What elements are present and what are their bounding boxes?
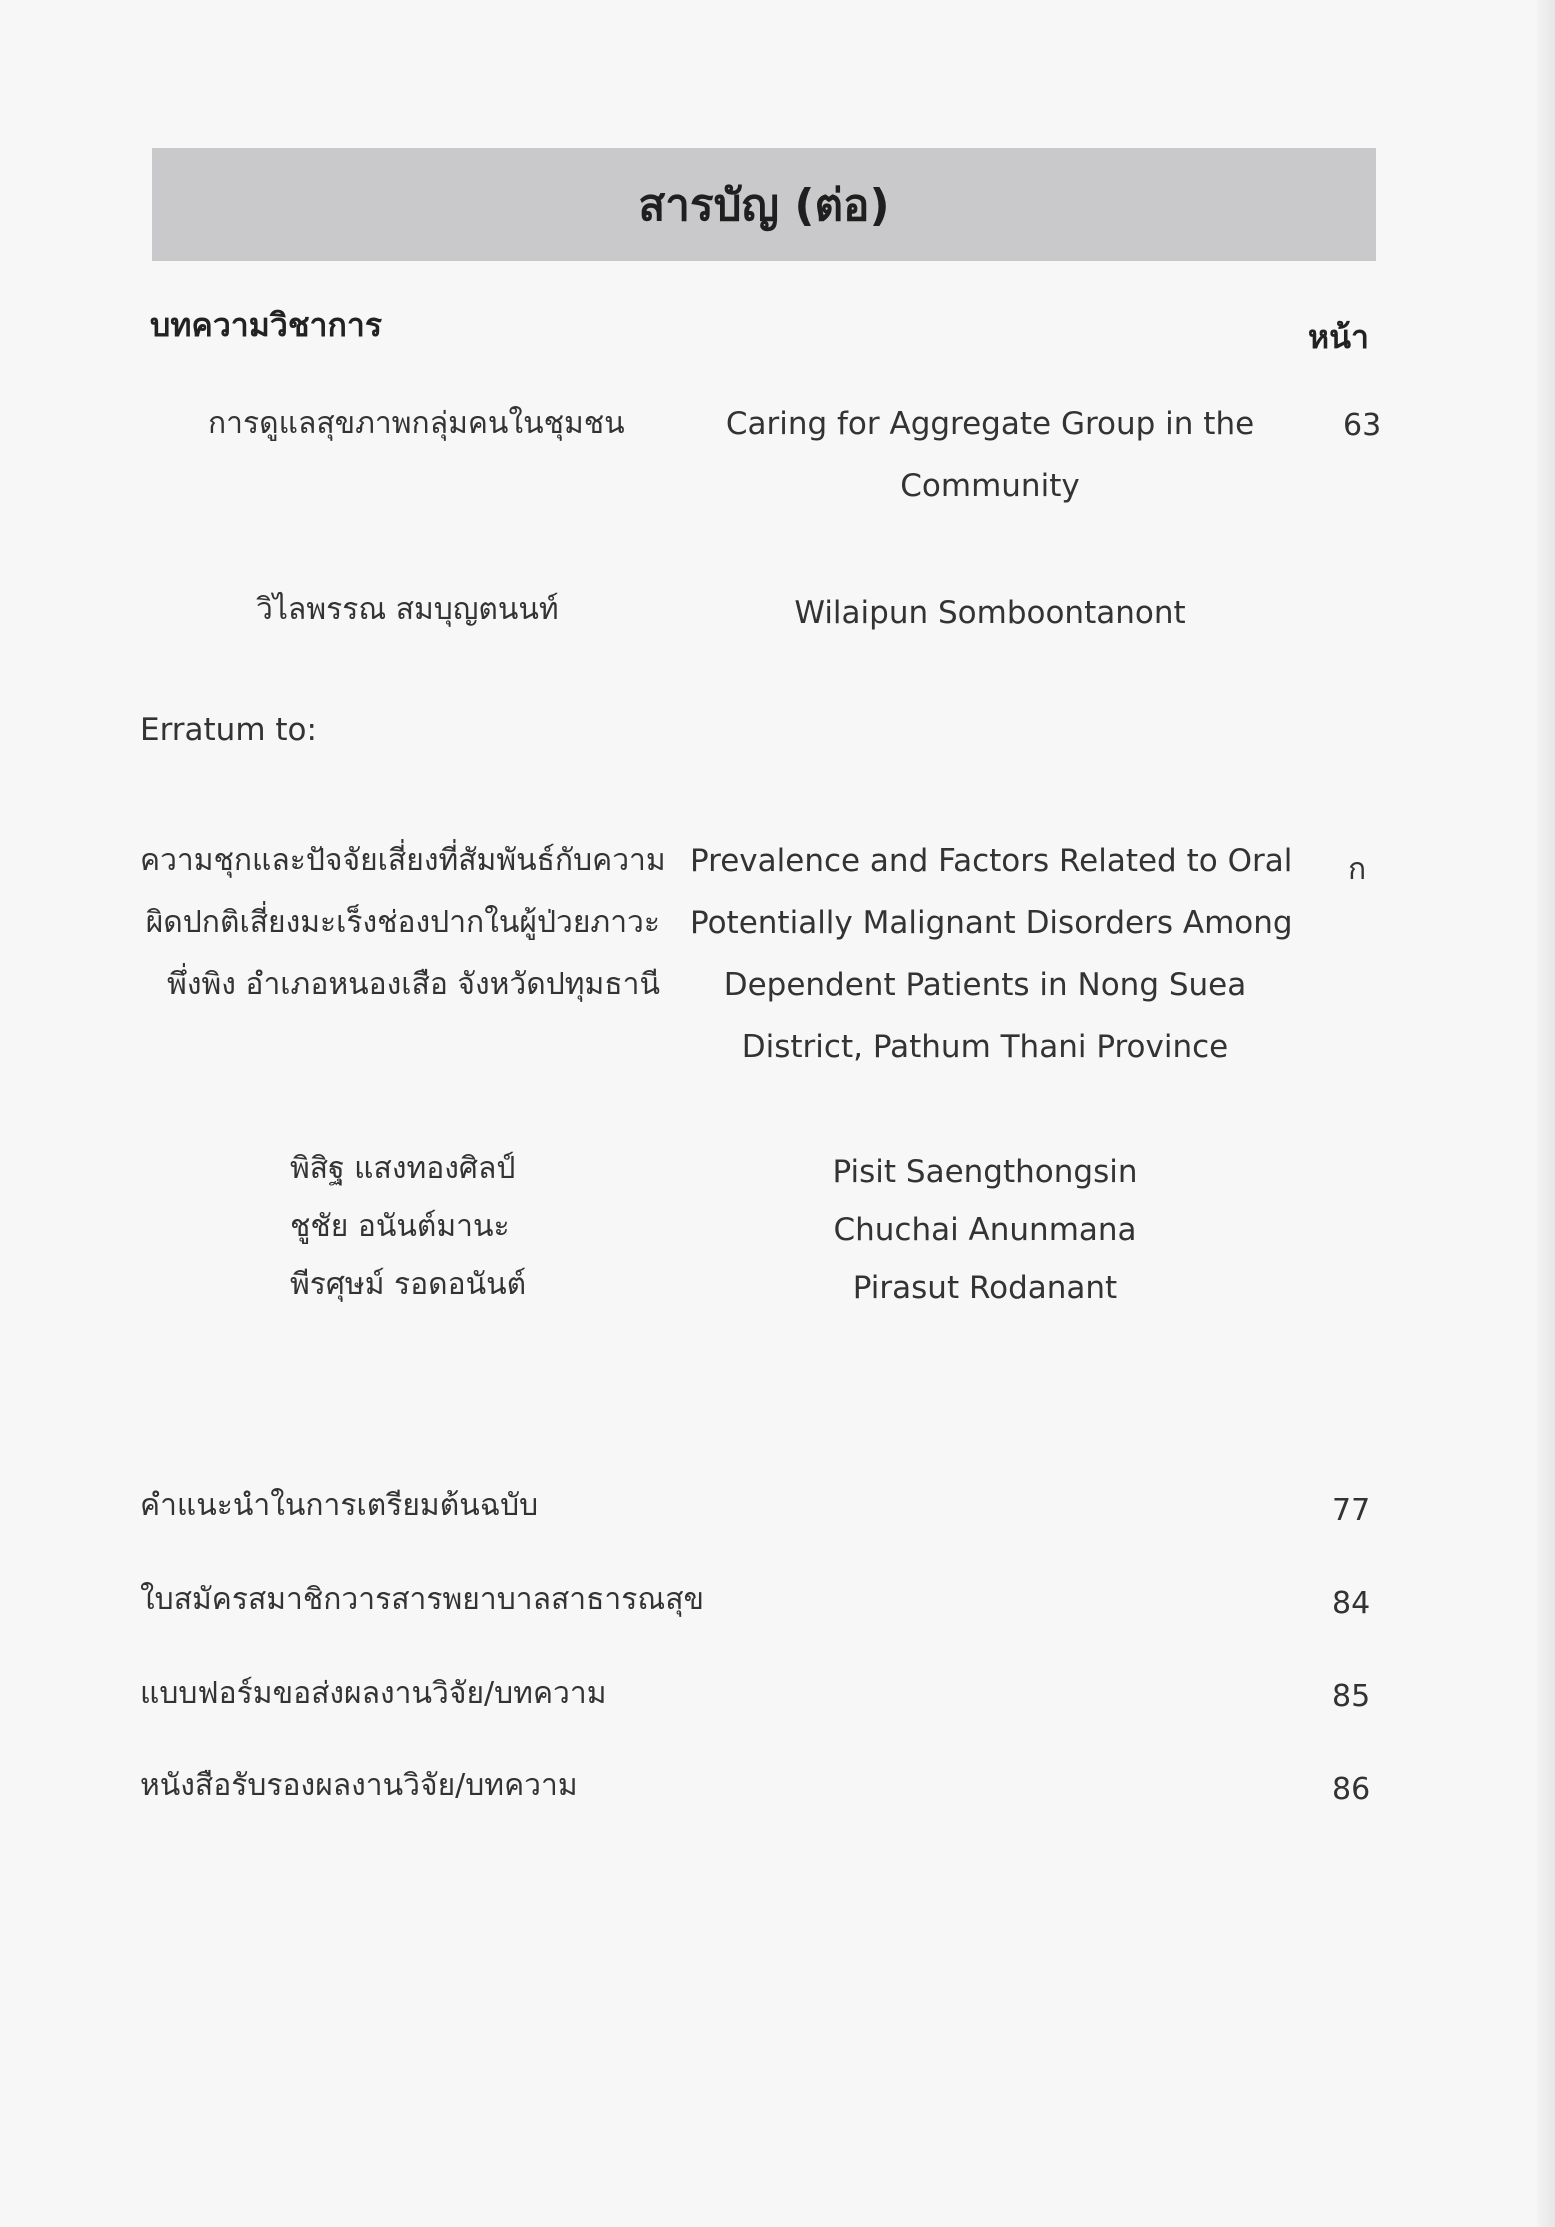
article1-eng-author-block <box>700 582 1280 644</box>
article2-thai-title-line: ความชุกและปัจจัยเสี่ยงที่สัมพันธ์กับความ <box>140 843 666 878</box>
article2-eng-title-line: Prevalence and Factors Related to Oral <box>690 843 1293 879</box>
article2-thai-author: พีรศุษม์ รอดอนันต์ <box>290 1267 527 1302</box>
toc-item-label: คำแนะนำในการเตรียมต้นฉบับ <box>140 1488 539 1523</box>
article1-eng-author: Wilaipun Somboontanont <box>794 595 1186 631</box>
article2-eng-title-line: District, Pathum Thani Province <box>741 1029 1229 1065</box>
article1-eng-title-line: Caring for Aggregate Group in the <box>725 406 1255 442</box>
article2-eng-title-line: Dependent Patients in Nong Suea <box>723 967 1247 1003</box>
article2-eng-title <box>690 830 1293 1078</box>
article2-eng-authors <box>690 1143 1280 1317</box>
article2-thai-author: ชูชัย อนันต์มานะ <box>290 1209 510 1244</box>
article1-thai-title: การดูแลสุขภาพกลุ่มคนในชุมชน <box>208 406 625 441</box>
article2-thai-authors <box>290 1140 550 1314</box>
article2-thai-title-line: พึ่งพิง อำเภอหนองเสือ จังหวัดปทุมธานี <box>167 967 660 1002</box>
article1-page: 63 <box>1343 408 1382 443</box>
article1-thai-author: วิไลพรรณ สมบุญตนนท์ <box>256 592 559 627</box>
toc-item-page: 77 <box>1332 1493 1371 1528</box>
article2-thai-author: พิสิฐ แสงทองศิลป์ <box>290 1151 516 1186</box>
page-title: สารบัญ (ต่อ) <box>638 179 890 231</box>
section-heading: บทความวิชาการ <box>150 306 383 344</box>
page-column-label: หน้า <box>1308 318 1369 356</box>
toc-item-label: ใบสมัครสมาชิกวารสารพยาบาลสาธารณสุข <box>140 1582 705 1617</box>
erratum-label: Erratum to: <box>140 712 317 748</box>
toc-item-label: แบบฟอร์มขอส่งผลงานวิจัย/บทความ <box>140 1676 607 1711</box>
toc-item-page: 85 <box>1332 1679 1371 1714</box>
article2-eng-title-line: Potentially Malignant Disorders Among <box>690 905 1293 941</box>
article2-thai-title <box>140 830 666 1016</box>
article1-eng-title <box>700 393 1280 517</box>
title-banner <box>152 148 1376 261</box>
article2-eng-author: Chuchai Anunmana <box>833 1212 1137 1248</box>
toc-item-label: หนังสือรับรองผลงานวิจัย/บทความ <box>140 1768 578 1803</box>
toc-item-page: 84 <box>1332 1586 1371 1621</box>
article1-eng-title-line: Community <box>900 468 1080 504</box>
toc-item-page: 86 <box>1332 1772 1371 1807</box>
article2-thai-title-line: ผิดปกติเสี่ยงมะเร็งช่องปากในผู้ป่วยภาวะ <box>145 905 660 940</box>
article2-eng-author: Pisit Saengthongsin <box>832 1154 1138 1190</box>
page-edge <box>1537 0 1555 2227</box>
article2-eng-author: Pirasut Rodanant <box>852 1270 1118 1306</box>
article2-page: ก <box>1348 852 1367 887</box>
